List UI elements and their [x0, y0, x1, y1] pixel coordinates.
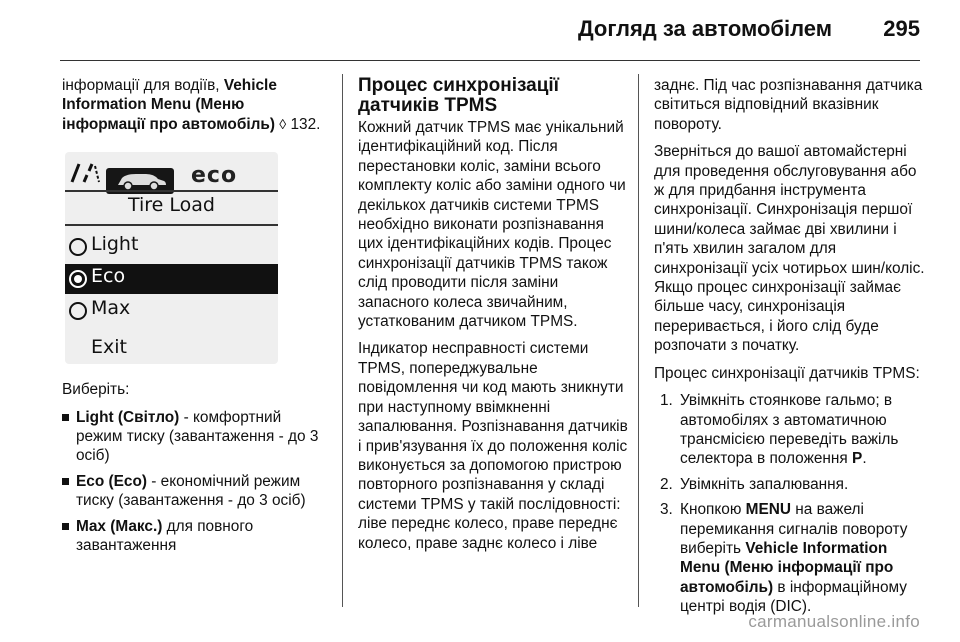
- header-title: Догляд за автомобілем: [577, 16, 832, 41]
- display-separator: [65, 224, 278, 226]
- display-separator: [65, 190, 278, 192]
- column-1: [62, 76, 330, 561]
- page-number: 295: [883, 16, 920, 41]
- intro-paragraph: інформації для водіїв, Vehicle Information Menu (Меню інформації про автомобіль) ◊ 132.: [62, 77, 321, 133]
- tire-load-display: [65, 152, 278, 364]
- paragraph: Зверніться до вашої автомайстерні для проведення обслуговування або ж для придбання інструмента синхронізації. Синхронізація першої шини/колеса займає дві хвилини і п'ять хвилин загалом для синхронізації усіх чотирьох шин/коліс. Якщо процес синхронізації займає більше часу, синхронізація переривається, і його слід буде розпочати з початку.: [654, 143, 925, 355]
- watermark: carmanualsonline.info: [748, 612, 920, 631]
- vehicle-info-menu-term: Vehicle Information Menu (Меню інформації про автомобіль): [62, 77, 277, 133]
- step-item: 3. Кнопкою MENU на важелі перемикання сигналів повороту виберіть Vehicle Information Menu (Меню інформації про автомобіль) в інформаційному центрі водія (DIC).: [660, 501, 908, 616]
- column-divider-2: [638, 74, 639, 607]
- step-item: 2. Увімкніть запалювання.: [660, 475, 849, 493]
- column-divider-1: [342, 74, 343, 607]
- page-reference[interactable]: 132.: [286, 115, 321, 133]
- paragraph: Індикатор несправності системи TPMS, попереджувальне повідомлення чи код мають зникнути при наступному ввімкненні запалювання. Розпізнавання датчиків і прив'язування їх до положення коліс виконується за допомогою пристрою повторного розпізнавання у складі системи TPMS у такій послідовності: ліве переднє колесо, праве переднє колесо, праве заднє колесо і ліве: [358, 340, 628, 552]
- radio-icon: [69, 238, 87, 256]
- display-title: Tire Load: [127, 194, 215, 217]
- lane-assist-icon: [69, 162, 101, 184]
- section-title: Процес синхронізації датчиків TPMS: [358, 75, 560, 116]
- exit-option[interactable]: Exit: [91, 336, 127, 359]
- reference-arrow-icon: ◊: [279, 115, 287, 132]
- choose-label: Виберіть:: [62, 381, 130, 399]
- column-3: [654, 76, 926, 623]
- eco-mode-label: eco: [191, 163, 238, 189]
- paragraph: заднє. Під час розпізнавання датчика світиться відповідний вказівник повороту.: [654, 77, 923, 133]
- radio-selected-icon: [69, 270, 87, 288]
- bullet-item: Light (Світло) - комфортний режим тиску (завантаження - до 3 осіб): [62, 408, 330, 466]
- paragraph: Кожний датчик TPMS має унікальний ідентифікаційний код. Після перестановки коліс, заміни всього комплекту коліс або заміни одного чи декількох датчиків системи TPMS необхідно виконати розпізнавання цих ідентифікаційних кодів. Процес синхронізації датчиків TPMS також слід проводити після заміни запасного колеса звичайним, устаткованим датчиком TPMS.: [358, 119, 626, 331]
- option-eco-selected[interactable]: Eco: [65, 264, 278, 294]
- paragraph: Процес синхронізації датчиків TPMS:: [654, 364, 920, 382]
- bullet-item: Eco (Eco) - економічний режим тиску (завантаження - до 3 осіб): [62, 472, 330, 511]
- step-item: 1. Увімкніть стоянкове гальмо; в автомобілях з автоматичною трансмісією переведіть важіль селектора в положення P.: [660, 392, 899, 468]
- bullet-item: Max (Макс.) для повного завантаження: [62, 517, 330, 556]
- display-status-bar: [65, 160, 278, 189]
- column-2: [358, 76, 630, 561]
- header-rule: [60, 60, 920, 61]
- option-light[interactable]: Light: [65, 232, 278, 262]
- radio-icon: [69, 302, 87, 320]
- option-max[interactable]: Max: [65, 296, 278, 326]
